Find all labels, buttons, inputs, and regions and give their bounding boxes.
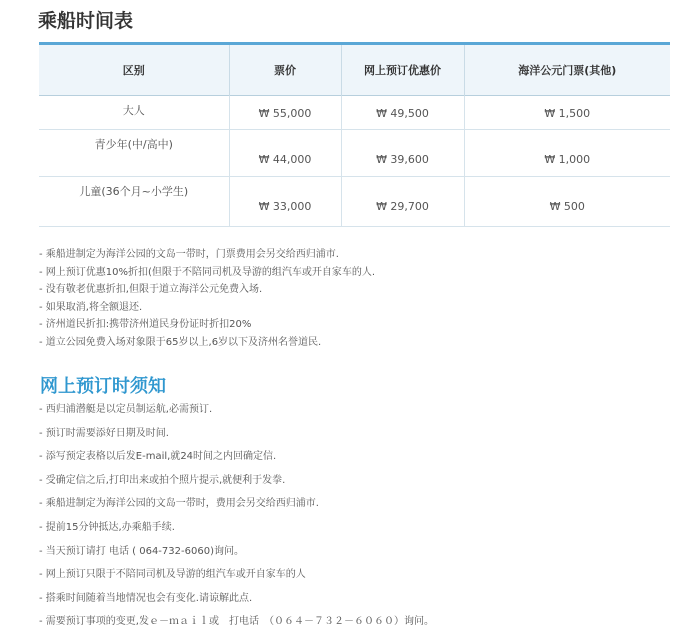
page-title: 乘船时间表 <box>38 10 134 32</box>
section-title: 网上预订时须知 <box>40 376 166 397</box>
booking-note-item: - 提前15分钟抵达,办乘船手续. <box>39 521 175 533</box>
booking-note-item: - 网上预订只限于不陪同司机及导游的组汽车或开自家车的人 <box>39 569 306 581</box>
note-item: - 乘船进制定为海洋公园的文岛一带时，门票费用会另交给西归浦市. <box>39 249 339 260</box>
note-item: - 如果取消,将全额退还. <box>39 301 143 313</box>
booking-note-item: - 当天预订请打 电话 ( 064-732-6060)询问。 <box>39 545 244 557</box>
header-category: 区别 <box>39 44 229 96</box>
park-ticket-cell: ₩ 1,000 <box>464 130 670 177</box>
booking-note-item: - 受确定信之后,打印出来或拍个照片提示,就便利于发拳. <box>39 474 286 486</box>
booking-note-item: - 乘船进制定为海洋公园的文岛一带时，费用会另交给西归浦市. <box>39 498 319 510</box>
price-cell: ₩ 55,000 <box>229 96 341 130</box>
booking-note-item: - 搭乘时间随着当地情况也会有变化.请谅解此点. <box>39 592 253 604</box>
category-cell: 儿童(36个月~小学生) <box>39 177 229 227</box>
fare-table <box>39 42 670 227</box>
header-park-ticket: 海洋公元门票(其他) <box>518 64 617 77</box>
header-price: 票价 <box>229 44 341 96</box>
note-item: - 道立公园免费入场对象限于65岁以上,6岁以下及济州名誉道民. <box>39 336 322 348</box>
online-price-cell: ₩ 49,500 <box>341 96 464 130</box>
note-item: - 济州道民折扣:携带济州道民身份证时折扣20% <box>39 319 252 331</box>
table-header-row <box>39 44 670 96</box>
fare-notes-list <box>39 246 375 352</box>
park-ticket-cell: ₩ 1,500 <box>464 96 670 130</box>
booking-note-item: - 添写预定表格以后发E-mail,就24时间之内回确定信. <box>39 451 277 463</box>
online-price-cell: ₩ 29,700 <box>341 177 464 227</box>
header-online-price: 网上预订优惠价 <box>341 44 464 96</box>
note-item: - 没有敬老优惠折扣,但限于道立海洋公元免费入场. <box>39 284 263 296</box>
table-row <box>39 130 670 177</box>
table-row <box>39 96 670 130</box>
booking-note-item: - 预订时需要添好日期及时间. <box>39 427 169 439</box>
booking-note-item: - 西归浦潜艇是以定员制运航,必需预订. <box>39 404 213 415</box>
park-ticket-cell: ₩ 500 <box>464 177 670 227</box>
booking-note-item: - 需要预订事项的变更,发ｅ－ｍａｉｌ或 打电话 （０６４－７３２－６０６０）询问。 <box>39 616 434 628</box>
price-cell: ₩ 44,000 <box>229 130 341 177</box>
online-price-cell: ₩ 39,600 <box>341 130 464 177</box>
category-cell: 大人 <box>39 96 229 130</box>
note-item: - 网上预订优惠10%折扣(但限于不陪同司机及导游的组汽车或开自家车的人. <box>39 266 376 278</box>
category-cell: 青少年(中/高中) <box>39 130 229 177</box>
table-row <box>39 177 670 227</box>
price-cell: ₩ 33,000 <box>229 177 341 227</box>
booking-notes-list <box>39 402 434 638</box>
